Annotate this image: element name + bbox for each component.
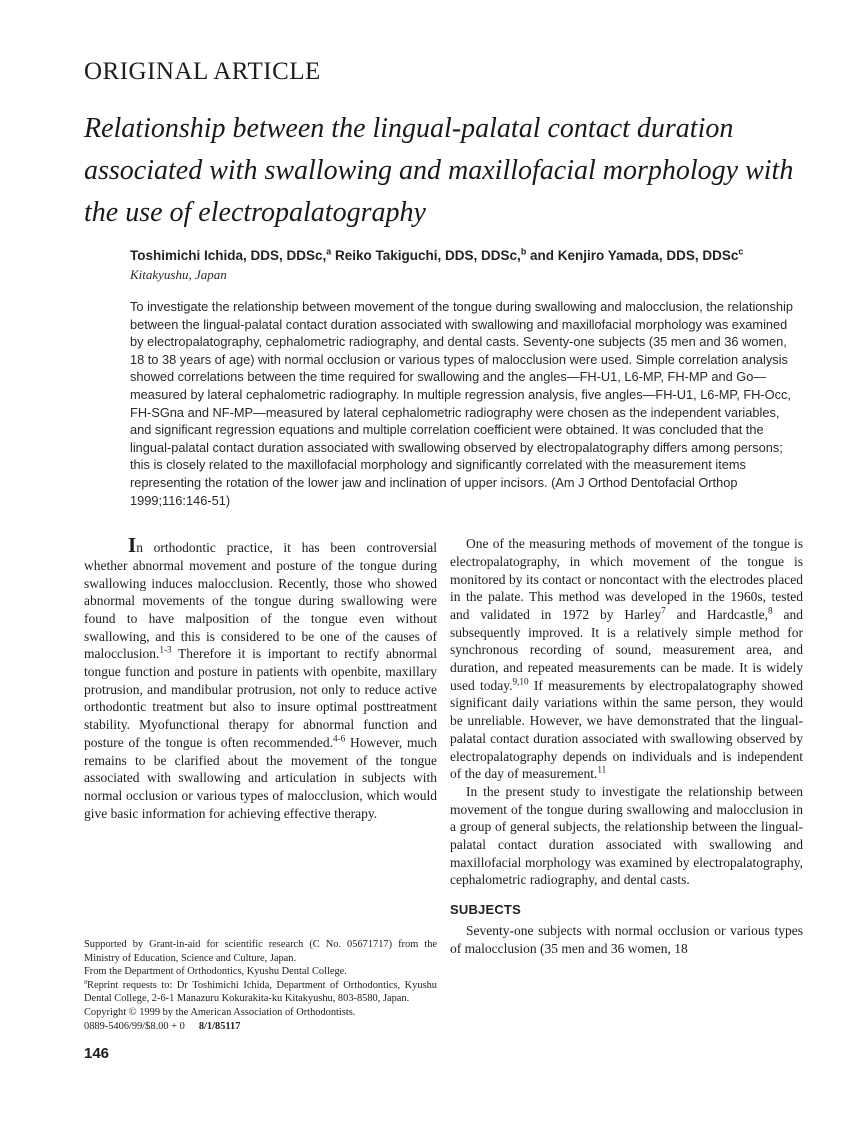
body-text-segment: However, much remains to be clarified about the movement of the tongue associated with swallowing and articulation in subjects with normal occlusion or various types of malocclusion, which would give basic information for achieving effective therapy. xyxy=(84,734,437,821)
footnote-text: Reprint requests to: Dr Toshimichi Ichida, Department of Orthodontics, Kyushu Dental College, 2-6-1 Manazuru Kokurakita-ku Kitakyushu, 803-8580, Japan. xyxy=(84,979,437,1005)
body-paragraph-present-study: In the present study to investigate the relationship between movement of the tongue during swallowing and malocclusion in a group of general subjects, the relationship between the lingual-palatal contact duration associated with swallowing and maxillofacial morphology was examined by electropalatography, cephalometric radiography, and dental casts. xyxy=(450,783,803,888)
body-text-segment: If measurements by electropalatography showed significant daily variations within the same person, they would be unreliable. However, we have demonstrated that the lingual-palatal contact duration associated with swallowing observed by electropalatography depends on individuals and is independent of the day of measurement. xyxy=(450,677,803,782)
article-type-label: ORIGINAL ARTICLE xyxy=(84,58,321,85)
article-title xyxy=(84,108,803,234)
footnote-block xyxy=(84,938,437,1033)
footnote-line-copyright: Copyright © 1999 by the American Association of Orthodontists. xyxy=(84,1006,356,1018)
author-line xyxy=(130,248,803,263)
left-column xyxy=(84,535,437,1062)
article-title-line: Relationship between the lingual-palatal contact duration xyxy=(84,113,734,144)
author-affiliation-superscript: a xyxy=(326,246,332,257)
author-location: Kitakyushu, Japan xyxy=(130,267,227,282)
intro-paragraph xyxy=(84,535,437,822)
abstract-text: To investigate the relationship between movement of the tongue during swallowing and malocclusion, the relationship between the lingual-palatal contact duration associated with swallowing and maxillofacial morphology was examined by electropalatography, cephalometric radiography, and dental casts. Seventy-one subjects (35 men and 36 women, 18 to 38 years of age) with normal occlusion or various types of malocclusion were used. Simple correlation analysis showed correlations between the time required for swallowing and the angles—FH-U1, L6-MP, FH-MP and Go—measured by lateral cephalometric radiography. In multiple regression analysis, five angles—FH-U1, L6-MP, FH-Occ, FH-SGna and NF-MP—measured by lateral cephalometric radiography were chosen as the independent variables, and significant regression equations and multiple correlation coefficient were obtained. It was concluded that the lingual-palatal contact duration associated with swallowing observed by electropalatography differs among persons; this is closely related to the maxillofacial morphology and significantly correlated with the measurement items representing the rotation of the lower jaw and inclination of upper incisors. (Am J Orthod Dentofacial Orthop 1999;116:146-51) xyxy=(130,299,793,508)
reference-superscript: 4-6 xyxy=(333,733,346,744)
article-title-line: the use of electropalatography xyxy=(84,197,426,228)
section-heading-subjects: SUBJECTS xyxy=(450,902,521,918)
reference-superscript: 1-3 xyxy=(159,644,172,655)
footnote-line-issn xyxy=(84,1020,437,1034)
author-name: Toshimichi Ichida, DDS, DDSc, xyxy=(130,248,327,263)
author-name: Reiko Takiguchi, DDS, DDSc, xyxy=(331,248,521,263)
body-text-segment: One of the measuring methods of movement of the tongue is electropalatography, in which movement of the tongue is monitored by its contact or noncontact with the electrodes placed in the palate. This method was developed in the 1960s, tested and validated in 1972 by Harley xyxy=(450,536,803,622)
author-affiliation-superscript: b xyxy=(520,246,527,257)
body-text-segment: n orthodontic practice, it has been controversial whether abnormal movement and posture of the tongue during swallowing induces malocclusion. Recently, those who showed abnormal movements of the tongue during swallowing were found to have malposition of the tongue even without swallowing, and this is considered to be one of the causes of malocclusion. xyxy=(84,540,437,662)
footnote-issn: 0889-5406/99/$8.00 + 0 xyxy=(84,1020,185,1032)
footnote-line-reprint xyxy=(84,979,437,1006)
body-text-segment: and Hardcastle, xyxy=(665,606,769,622)
article-content xyxy=(84,58,803,1062)
right-column xyxy=(450,535,803,1062)
footnote-pub-code: 8/1/85117 xyxy=(198,1020,241,1032)
footnote-superscript: a xyxy=(84,978,88,986)
page-number: 146 xyxy=(84,1045,110,1063)
body-text-segment: Therefore it is important to rectify abnormal tongue function and posture in patients with openbite, maxillary protrusion, and mandibular protrusion, not only to reduce active orthodontic treatment but also to insure optimal posttreatment stability. Myofunctional therapy for abnormal function and posture of the tongue is often recommended. xyxy=(84,646,437,750)
body-text-segment: and subsequently improved. It is a relatively simple method for synchronous recording of sound, measurement area, and duration, and repeated measurements can be made. It is widely used today. xyxy=(450,606,803,693)
footnote-line-support: Supported by Grant-in-aid for scientific research (C No. 05671717) from the Ministry of Education, Science and Culture, Japan. xyxy=(84,938,437,964)
author-name: and Kenjiro Yamada, DDS, DDSc xyxy=(526,248,739,263)
drop-cap: I xyxy=(128,533,137,558)
body-paragraph-epg xyxy=(450,535,803,783)
reference-superscript: 7 xyxy=(661,605,666,616)
body-paragraph-subjects: Seventy-one subjects with normal occlusion or various types of malocclusion (35 men and 36 women, 18 xyxy=(450,923,803,956)
footnote-line-affiliation: From the Department of Orthodontics, Kyushu Dental College. xyxy=(84,966,347,978)
reference-superscript: 11 xyxy=(597,764,607,775)
reference-superscript: 9,10 xyxy=(512,676,529,687)
byline-block xyxy=(130,248,803,509)
two-column-body xyxy=(84,535,803,1062)
article-title-line: associated with swallowing and maxillofacial morphology with xyxy=(84,155,794,186)
reference-superscript: 8 xyxy=(768,605,773,616)
author-affiliation-superscript: c xyxy=(738,246,744,257)
